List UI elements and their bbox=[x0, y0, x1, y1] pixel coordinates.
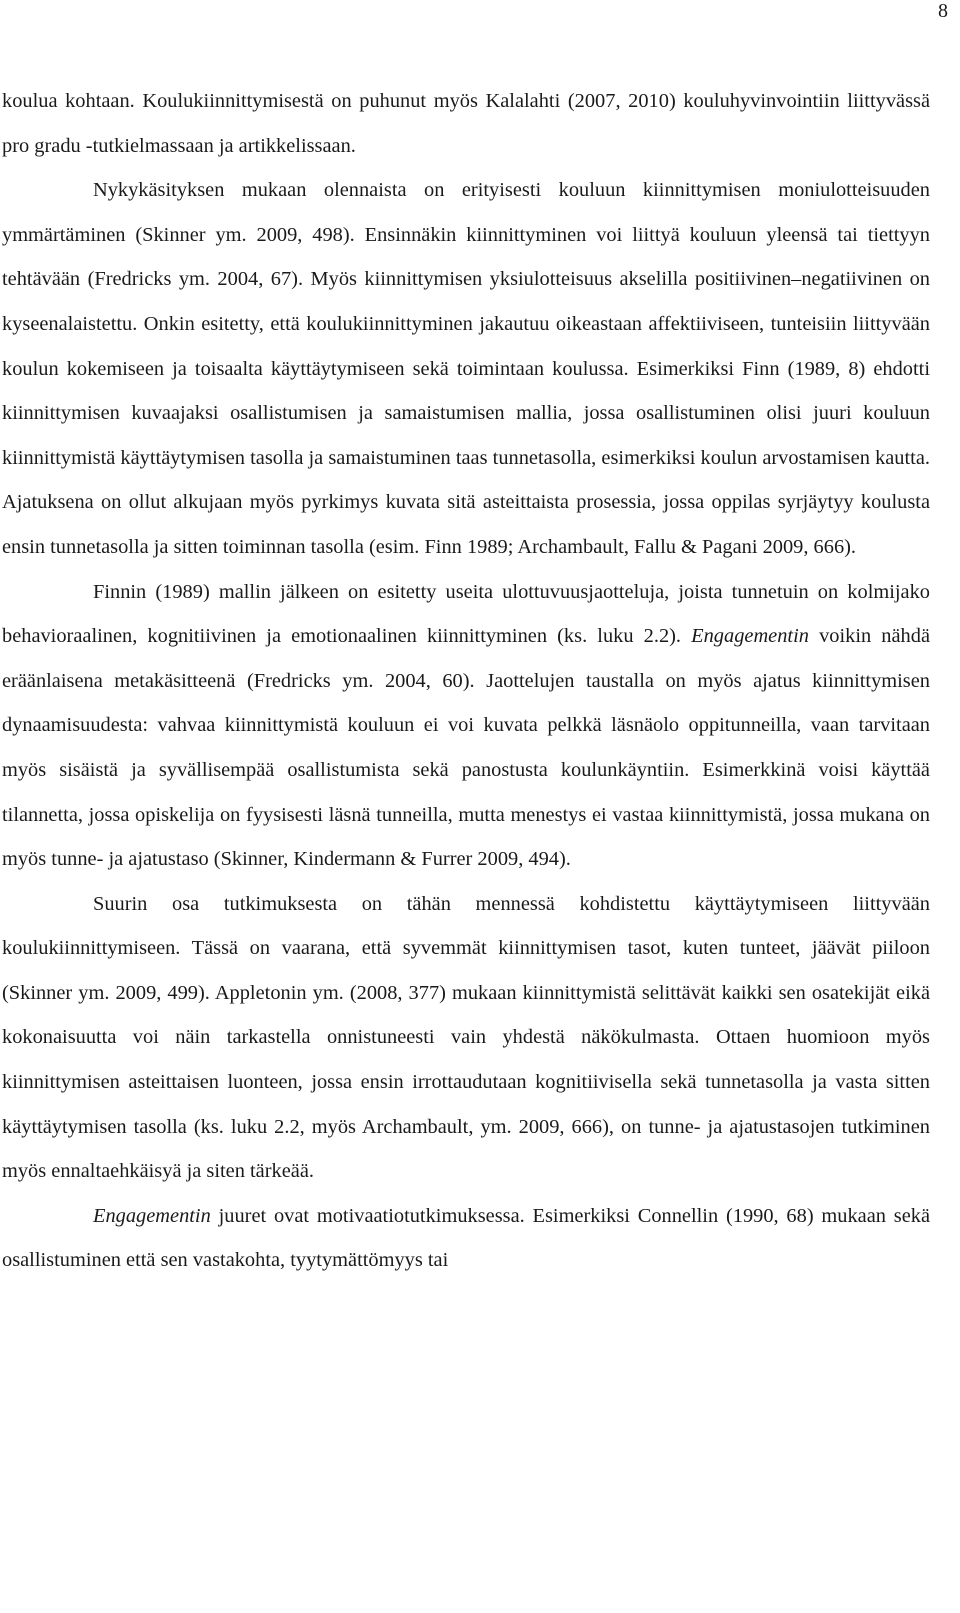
paragraph-2-text: Nykykäsityksen mukaan olennaista on erityisesti kouluun kiinnittymisen moniulotteisuuden ymmärtäminen (Skinner ym. 2009, 498). Ensinnäkin kiinnittyminen voi liittyä kouluun yleensä tai tiettyyn tehtävään (Fredricks ym. 2004, 67). Myös kiinnittymisen yksiulotteisuus akselilla positiivinen–negatiivinen on kyseenalaistettu. Onkin esitetty, että koulukiinnittyminen jakautuu oikeastaan affektiiviseen, tunteisiin liittyvään koulun kokemiseen ja toisaalta käyttäytymiseen sekä toimintaan koulussa. Esimerkiksi Finn (1989, 8) ehdotti kiinnittymisen kuvaajaksi osallistumisen ja samaistumisen mallia, jossa osallistuminen olisi juuri kouluun kiinnittymistä käyttäytymisen tasolla ja samaistuminen taas tunnetasolla, esimerkiksi koulun arvostamisen kautta. Ajatuksena on ollut alkujaan myös pyrkimys kuvata sitä asteittaista prosessia, jossa oppilas syrjäytyy koulusta ensin tunnetasolla ja sitten toiminnan tasolla (esim. Finn 1989; Archambault, Fallu & Pagani 2009, 666). bbox=[2, 179, 930, 558]
paragraph-1-text: koulua kohtaan. Koulukiinnittymisestä on puhunut myös Kalalahti (2007, 2010) kouluhyvinvointiin liittyvässä pro gradu -tutkielmassaan ja artikkelissaan. bbox=[2, 90, 930, 157]
paragraph-3-text-b: voikin nähdä eräänlaisena metakäsitteenä (Fredricks ym. 2004, 60). Jaottelujen taustalla on myös ajatus kiinnittymisen dynaamisuudesta: vahvaa kiinnittymistä kouluun ei voi kuvata pelkkä läsnäolo oppitunneilla, vaan tarvitaan myös sisäistä ja syvällisempää osallistumista sekä panostusta koulunkäyntiin. Esimerkkinä voisi käyttää tilannetta, jossa opiskelija on fyysisesti läsnä tunneilla, mutta menestys ei vastaa kiinnittymistä, jossa mukana on myös tunne- ja ajatustaso (Skinner, Kindermann & Furrer 2009, 494). bbox=[2, 625, 930, 871]
paragraph-4 bbox=[2, 882, 930, 1194]
paragraph-1 bbox=[2, 79, 930, 168]
paragraph-3-italic-term: Engagementin bbox=[691, 625, 809, 648]
paragraph-4-text: Suurin osa tutkimuksesta on tähän mennessä kohdistettu käyttäytymiseen liittyvään koulukiinnittymiseen. Tässä on vaarana, että syvemmät kiinnittymisen tasot, kuten tunteet, jäävät piiloon (Skinner ym. 2009, 499). Appletonin ym. (2008, 377) mukaan kiinnittymistä selittävät kaikki sen osatekijät eikä kokonaisuutta voi näin tarkastella onnistuneesti vain yhdestä näkökulmasta. Ottaen huomioon myös kiinnittymisen asteittaisen luonteen, jossa ensin irrottaudutaan kognitiivisella sekä tunnetasolla ja vasta sitten käyttäytymisen tasolla (ks. luku 2.2, myös Archambault, ym. 2009, 666), on tunne- ja ajatustasojen tutkiminen myös ennaltaehkäisyä ja siten tärkeää. bbox=[2, 892, 930, 1183]
paragraph-5 bbox=[2, 1194, 930, 1283]
paragraph-2 bbox=[2, 168, 930, 569]
paragraph-5-text: juuret ovat motivaatiotutkimuksessa. Esimerkiksi Connellin (1990, 68) mukaan sekä osallistuminen että sen vastakohta, tyytymättömyys tai bbox=[2, 1204, 930, 1272]
paragraph-3-text-a: Finnin (1989) mallin jälkeen on esitetty useita ulottuvuusjaotteluja, joista tunnetuin on kolmijako behavioraalinen, kognitiivinen ja emotionaalinen kiinnittyminen (ks. luku 2.2). bbox=[2, 580, 930, 648]
page-number: 8 bbox=[938, 0, 948, 22]
paragraph-3 bbox=[2, 570, 930, 882]
document-body bbox=[2, 79, 930, 1283]
paragraph-5-italic-term: Engagementin bbox=[93, 1204, 211, 1227]
